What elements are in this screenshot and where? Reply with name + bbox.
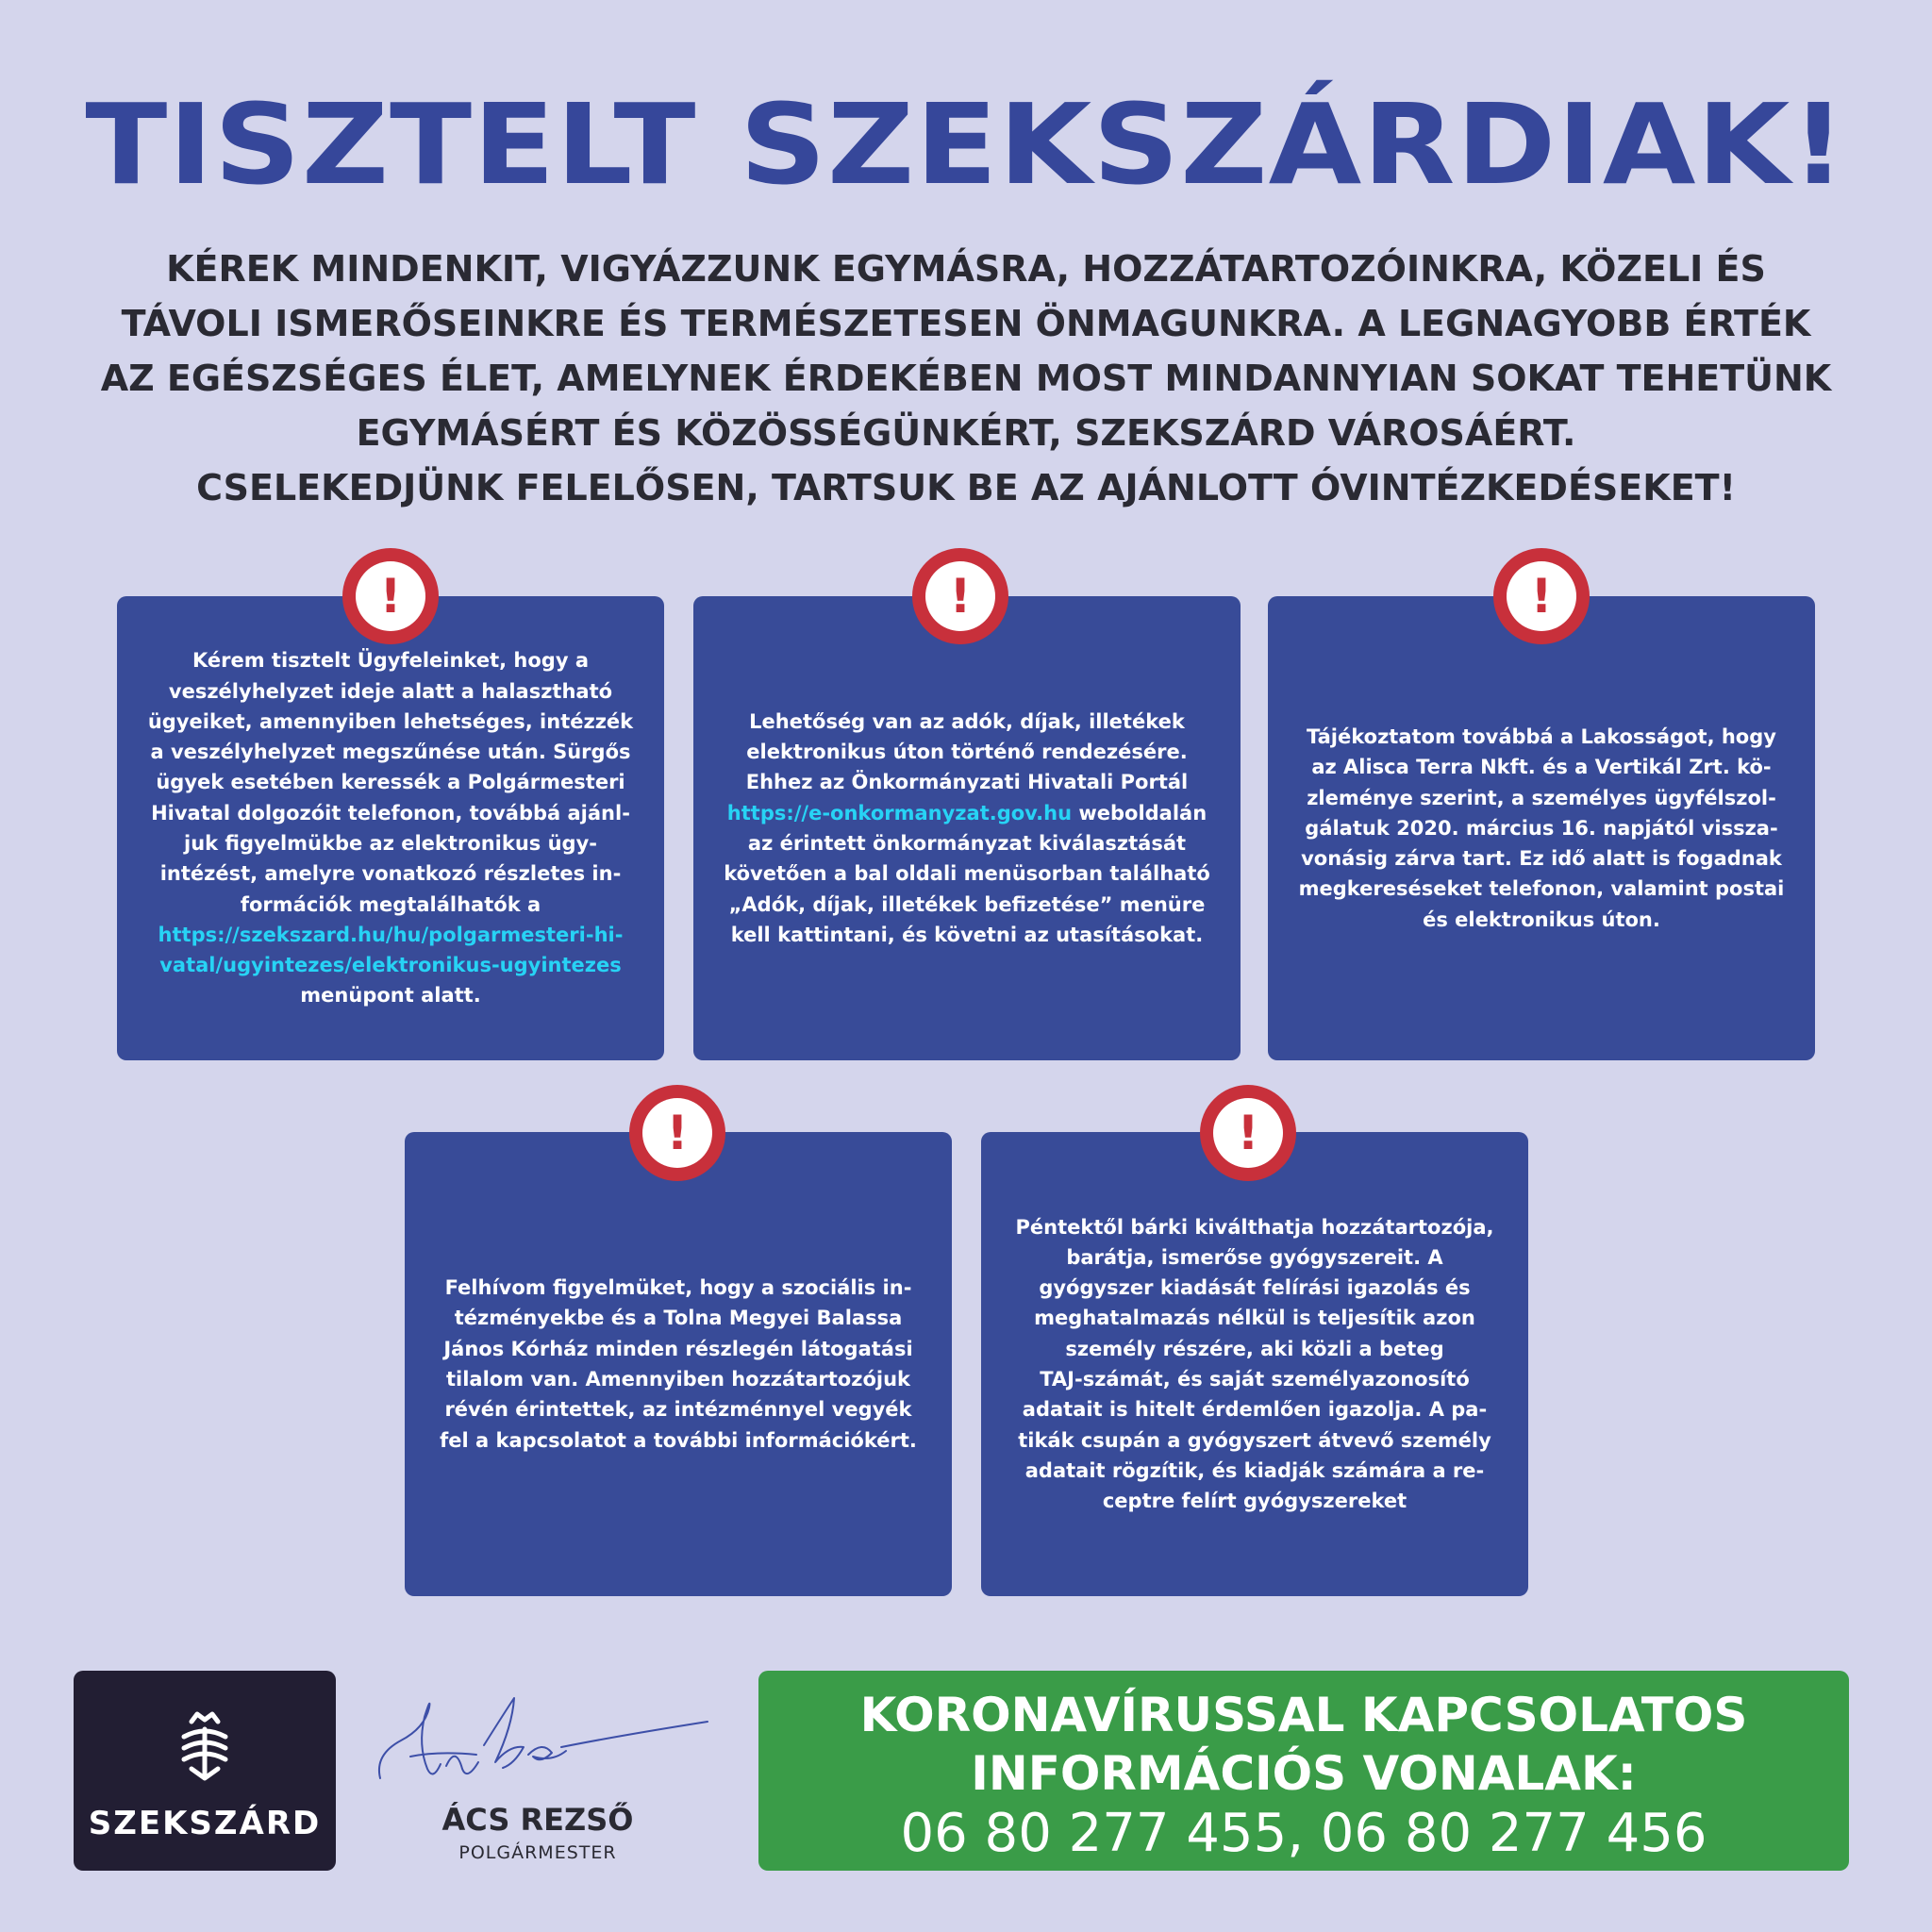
card-line: az Alisca Terra Nkft. és a Vertikál Zrt. kö-: [1311, 756, 1772, 779]
intro-line: TÁVOLI ISMERŐSEINKRE ÉS TERMÉSZETESEN ÖNMAGUNKRA. A LEGNAGYOBB ÉRTÉK: [121, 303, 1811, 344]
card-line: [724, 798, 1210, 828]
card-line: az érintett önkormányzat kiválasztását: [747, 832, 1187, 855]
card-line: zleménye szerint, a személyes ügyfélszol-: [1307, 786, 1776, 809]
card-line: János Kórház minden részlegén látogatási: [443, 1337, 913, 1360]
intro-line: KÉREK MINDENKIT, VIGYÁZZUNK EGYMÁSRA, HOZZÁTARTOZÓINKRA, KÖZELI ÉS: [166, 248, 1766, 290]
ugyintezes-link[interactable]: vatal/ugyintezes/elektronikus-ugyintezes: [159, 954, 622, 977]
exclamation-mark: !: [1507, 561, 1576, 631]
card-line: a veszélyhelyzet megszűnése után. Sürgős: [150, 741, 631, 764]
card-line: személy részére, aki közli a beteg: [1065, 1337, 1444, 1360]
card-line: elektronikus úton történő rendezésére.: [746, 741, 1188, 764]
warning-icon: [1493, 548, 1590, 644]
card-line: tézményekbe és a Tolna Megyei Balassa: [454, 1307, 903, 1330]
exclamation-mark: !: [642, 1098, 712, 1168]
info-card-pharmacy: [981, 1132, 1528, 1596]
e-onkormanyzat-link[interactable]: https://e-onkormanyzat.gov.hu: [726, 801, 1073, 824]
info-card-utilities: [1268, 596, 1815, 1060]
mayor-title: POLGÁRMESTER: [458, 1842, 617, 1863]
card-line: Hivatal dolgozóit telefonon, továbbá ajánl-: [151, 801, 630, 824]
intro-line: EGYMÁSÉRT ÉS KÖZÖSSÉGÜNKÉRT, SZEKSZÁRD VÁROSÁÉRT.: [356, 412, 1576, 454]
szekszard-logo: [74, 1671, 336, 1871]
hotline-banner: [758, 1671, 1849, 1871]
hotline-heading: INFORMÁCIÓS VONALAK:: [971, 1746, 1637, 1801]
card-line: Felhívom figyelmüket, hogy a szociális in-: [444, 1276, 912, 1300]
card-line: ceptre felírt gyógyszereket: [1102, 1490, 1407, 1513]
card-line: formációk megtalálhatók a: [240, 892, 541, 916]
ugyintezes-link[interactable]: https://szekszard.hu/hu/polgarmesteri-hi-: [158, 923, 624, 946]
hotline-heading: KORONAVÍRUSSAL KAPCSOLATOS: [859, 1688, 1748, 1742]
warning-icon: [342, 548, 439, 644]
card-line: „Adók, díjak, illetékek befizetése” menüre: [728, 892, 1206, 916]
card-line: és elektronikus úton.: [1423, 908, 1660, 931]
mayor-name: ÁCS REZSŐ: [441, 1802, 634, 1838]
warning-icon: [912, 548, 1008, 644]
card-line: juk figyelmükbe az elektronikus ügy-: [184, 832, 597, 855]
card-line: adatait rögzítik, és kiadják számára a re-: [1024, 1458, 1485, 1482]
intro-line: CSELEKEDJÜNK FELELŐSEN, TARTSUK BE AZ AJÁNLOTT ÓVINTÉZKEDÉSEKET!: [196, 467, 1736, 508]
card-line: gyógyszer kiadását felírási igazolás és: [1039, 1276, 1471, 1300]
info-card-taxes: [693, 596, 1241, 1060]
card-line: tilalom van. Amennyiben hozzátartozójuk: [445, 1368, 910, 1391]
warning-icon: [1200, 1085, 1296, 1181]
card-text: [1016, 1212, 1494, 1517]
intro-message: [57, 242, 1875, 515]
card-line: Lehetőség van az adók, díjak, illetékek: [749, 709, 1185, 733]
card-text: [148, 645, 633, 1011]
exclamation-mark: !: [356, 561, 425, 631]
card-line: gálatuk 2020. március 16. napjától vissza-: [1305, 816, 1778, 840]
card-line: tikák csupán a gyógyszert átvevő személy: [1018, 1428, 1491, 1452]
card-line: Péntektől bárki kiválthatja hozzátartozója,: [1015, 1215, 1494, 1239]
card-text: [440, 1273, 917, 1456]
card-line: adatait is hitelt érdemlően igazolja. A pa-: [1022, 1398, 1488, 1422]
warning-icon: [629, 1085, 725, 1181]
card-line: Kérem tisztelt Ügyfeleinket, hogy a: [192, 649, 589, 673]
card-line: megkereséseket telefonon, valamint postai: [1298, 877, 1785, 901]
card-line: ügyek esetében keressék a Polgármesteri: [156, 771, 625, 794]
card-line: veszélyhelyzet ideje alatt a halasztható: [168, 679, 613, 703]
exclamation-mark: !: [1213, 1098, 1283, 1168]
card-line: menüpont alatt.: [300, 984, 481, 1008]
card-line: kell kattintani, és követni az utasításokat.: [730, 923, 1204, 946]
szekszard-crest-icon: [171, 1708, 239, 1782]
card-line: ügyeiket, amennyiben lehetséges, intézzék: [147, 709, 634, 733]
card-line: Tájékoztatom továbbá a Lakosságot, hogy: [1307, 724, 1776, 748]
card-line: fel a kapcsolatot a további információkért.: [440, 1428, 917, 1452]
card-line: TAJ-számát, és saját személyazonosító: [1040, 1368, 1470, 1391]
mayor-signature: [373, 1689, 712, 1802]
card-line: révén érintettek, az intézménnyel vegyék: [444, 1398, 912, 1422]
card-line: Ehhez az Önkormányzati Hivatali Portál: [745, 771, 1189, 794]
logo-wordmark: SZEKSZÁRD: [88, 1805, 322, 1842]
hotline-phone-numbers[interactable]: 06 80 277 455, 06 80 277 456: [900, 1803, 1707, 1864]
card-line: meghatalmazás nélkül is teljesítik azon: [1034, 1307, 1475, 1330]
page-title: TISZTELT SZEKSZÁRDIAK!: [85, 79, 1847, 209]
exclamation-mark: !: [925, 561, 995, 631]
card-line: barátja, ismerőse gyógyszereit. A: [1066, 1245, 1443, 1269]
card-line: intézést, amelyre vonatkozó részletes in-: [159, 862, 622, 886]
info-card-visiting-ban: [405, 1132, 952, 1596]
card-line: követően a bal oldali menüsorban található: [724, 862, 1210, 886]
card-line: vonásig zárva tart. Ez idő alatt is fogadnak: [1301, 847, 1782, 871]
card-text: [1299, 722, 1785, 935]
intro-line: AZ EGÉSZSÉGES ÉLET, AMELYNEK ÉRDEKÉBEN MOST MINDANNYIAN SOKAT TEHETÜNK: [100, 358, 1832, 399]
info-card-services: [117, 596, 664, 1060]
card-text: [724, 707, 1210, 950]
card-line-rest: weboldalán: [1072, 801, 1208, 824]
